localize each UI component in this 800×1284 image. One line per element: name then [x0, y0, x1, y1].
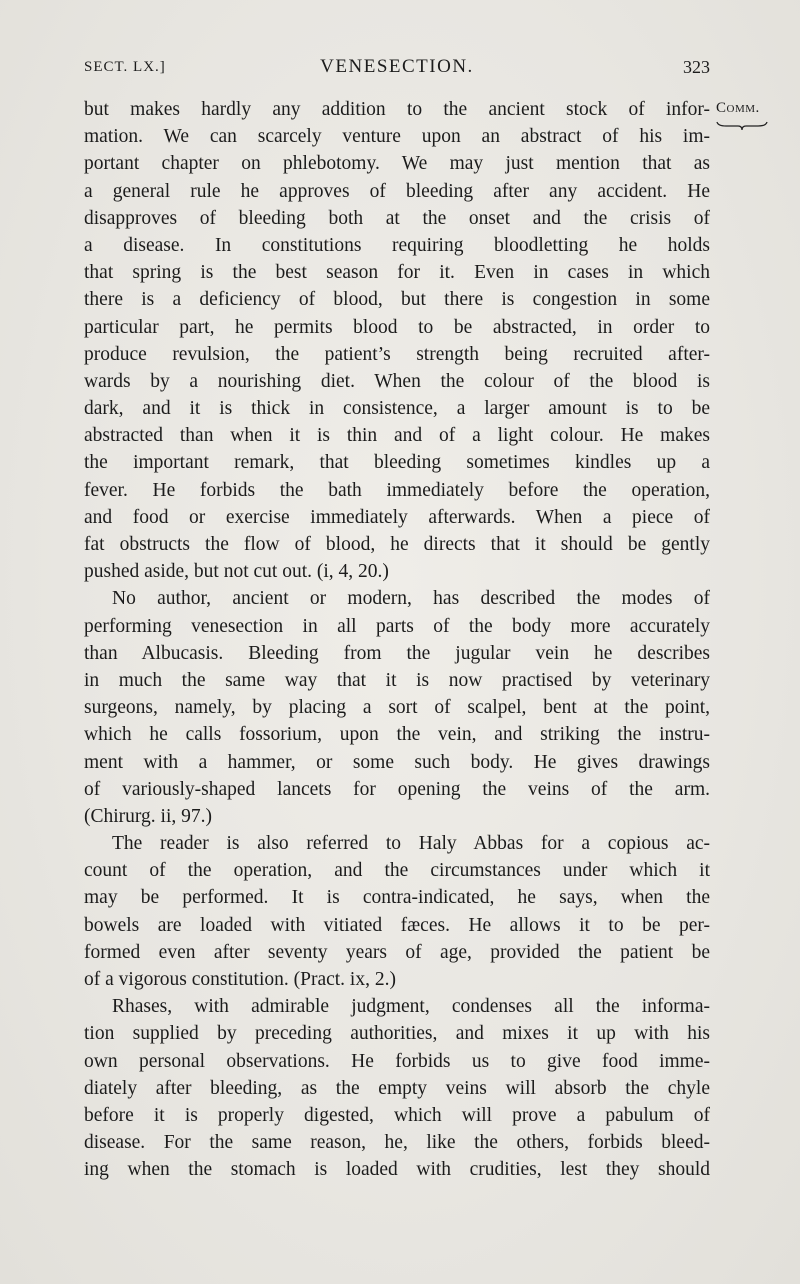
text-line: diately after bleeding, as the empty veins will absorb the chyle: [84, 1077, 710, 1099]
text-line: surgeons, namely, by placing a sort of scalpel, bent at the point,: [84, 697, 710, 719]
text-line: may be performed. It is contra-indicated, he says, when the: [84, 887, 710, 909]
text-line: own personal observations. He forbids us to give food imme-: [84, 1050, 710, 1072]
text-line: ment with a hammer, or some such body. He gives drawings: [84, 751, 710, 773]
text-line: (Chirurg. ii, 97.): [84, 805, 213, 827]
text-line: but makes hardly any addition to the ancient stock of infor-: [84, 99, 710, 120]
text-line: formed even after seventy years of age, provided the patient be: [84, 941, 710, 963]
text-line: before it is properly digested, which will prove a pabulum of: [84, 1104, 710, 1126]
page-title: VENESECTION.: [320, 56, 474, 77]
section-label: SECT. LX.]: [84, 59, 166, 75]
text-line: bowels are loaded with vitiated fæces. He allows it to be per-: [84, 914, 710, 936]
body-text: [84, 96, 710, 1184]
text-line: mation. We can scarcely venture upon an abstract of his im-: [84, 126, 710, 148]
text-line: than Albucasis. Bleeding from the jugular vein he describes: [84, 642, 710, 664]
text-line: abstracted than when it is thin and of a light colour. He makes: [84, 425, 710, 447]
text-line: fever. He forbids the bath immediately before the operation,: [84, 479, 710, 501]
text-line: in much the same way that it is now practised by veterinary: [84, 669, 710, 691]
text-line: ing when the stomach is loaded with crudities, lest they should: [84, 1159, 710, 1181]
running-head: [84, 54, 710, 80]
text-line: of variously-shaped lancets for opening the veins of the arm.: [84, 778, 710, 800]
text-line: The reader is also referred to Haly Abbas for a copious ac-: [112, 833, 710, 855]
text-line: a general rule he approves of bleeding after any accident. He: [84, 180, 710, 202]
text-line: a disease. In constitutions requiring bloodletting he holds: [84, 234, 710, 256]
text-line: Rhases, with admirable judgment, condenses all the informa-: [112, 996, 710, 1018]
text-line: and food or exercise immediately afterwards. When a piece of: [84, 506, 710, 528]
margin-note: [716, 96, 760, 120]
text-line: of a vigorous constitution. (Pract. ix, 2.): [84, 969, 396, 990]
text-line: tion supplied by preceding authorities, and mixes it up with his: [84, 1023, 710, 1045]
text-line: portant chapter on phlebotomy. We may just mention that as: [84, 153, 710, 175]
text-line: disapproves of bleeding both at the onset and the crisis of: [84, 207, 710, 229]
text-line: fat obstructs the flow of blood, he directs that it should be gently: [84, 534, 710, 555]
page-number: 323: [683, 57, 710, 77]
text-line: wards by a nourishing diet. When the colour of the blood is: [84, 370, 710, 392]
text-line: there is a deficiency of blood, but there is congestion in some: [84, 289, 710, 311]
text-line: No author, ancient or modern, has described the modes of: [112, 588, 710, 610]
text-line: pushed aside, but not cut out. (i, 4, 20.): [84, 561, 389, 583]
text-line: the important remark, that bleeding sometimes kindles up a: [84, 452, 710, 474]
text-line: that spring is the best season for it. Even in cases in which: [84, 262, 710, 284]
margin-note-label: Comm.: [716, 100, 760, 116]
text-line: dark, and it is thick in consistence, a larger amount is to be: [84, 398, 710, 420]
text-line: disease. For the same reason, he, like the others, forbids bleed-: [84, 1132, 710, 1154]
text-line: performing venesection in all parts of the body more accurately: [84, 615, 710, 637]
text-line: count of the operation, and the circumstances under which it: [84, 860, 710, 882]
text-line: produce revulsion, the patient’s strength being recruited after-: [84, 343, 710, 365]
brace-icon: [716, 120, 768, 132]
text-line: particular part, he permits blood to be abstracted, in order to: [84, 316, 710, 338]
text-line: which he calls fossorium, upon the vein, and striking the instru-: [84, 724, 710, 746]
